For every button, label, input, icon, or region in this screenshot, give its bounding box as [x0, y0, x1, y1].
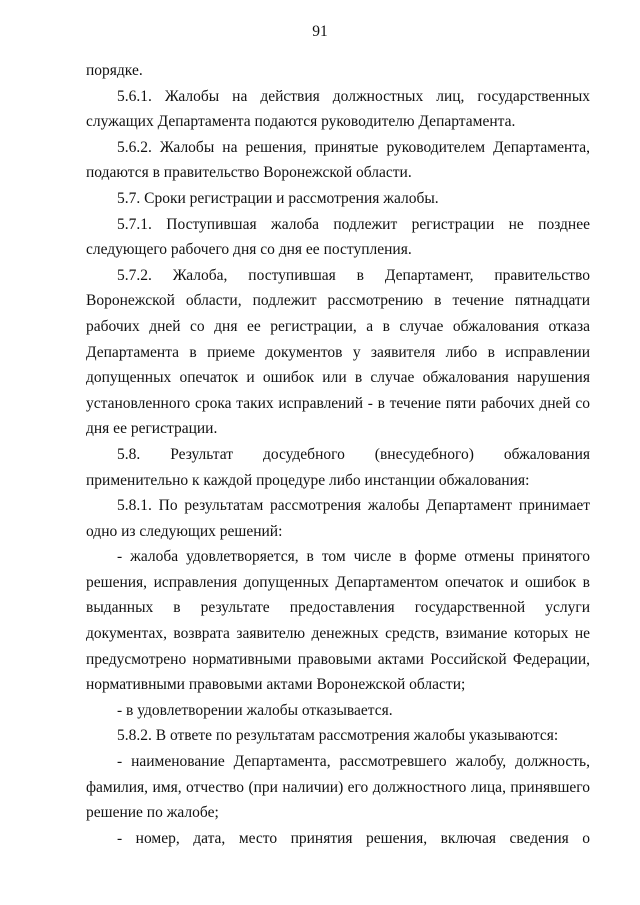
- paragraph: - жалоба удовлетворяется, в том числе в форме отмены принятого решения, исправления допущенных Департаментом опечаток и ошибок в выданных в результате предоставления государственной услуги документах, возврата заявителю денежных средств, взимание которых не предусмотрено нормативными правовыми актами Российской Федерации, нормативными правовыми актами Воронежской области;: [86, 548, 590, 694]
- document-body: [86, 58, 590, 851]
- paragraph: 5.8.1. По результатам рассмотрения жалобы Департамент принимает одно из следующих решений:: [86, 497, 590, 540]
- paragraph: 5.7. Сроки регистрации и рассмотрения жалобы.: [117, 189, 439, 207]
- paragraph: 5.7.1. Поступившая жалоба подлежит регистрации не позднее следующего рабочего дня со дня ее поступления.: [86, 215, 590, 259]
- paragraph: порядке.: [86, 62, 143, 79]
- paragraph: 5.8. Результат досудебного (внесудебного) обжалования применительно к каждой процедуре либо инстанции обжалования:: [86, 445, 590, 489]
- paragraph: 5.8.2. В ответе по результатам рассмотрения жалобы указываются:: [117, 727, 559, 745]
- paragraph: 5.6.2. Жалобы на решения, принятые руководителем Департамента, подаются в правительство Воронежской области.: [86, 138, 590, 182]
- paragraph: - наименование Департамента, рассмотревшего жалобу, должность, фамилия, имя, отчество (при наличии) его должностного лица, принявшего решение по жалобе;: [86, 753, 590, 822]
- paragraph: 5.6.1. Жалобы на действия должностных лиц, государственных служащих Департамента подаются руководителю Департамента.: [86, 87, 590, 131]
- page-number: 91: [312, 23, 328, 40]
- paragraph: - в удовлетворении жалобы отказывается.: [117, 701, 393, 719]
- paragraph: - номер, дата, место принятия решения, включая сведения о: [117, 829, 590, 847]
- paragraph: 5.7.2. Жалоба, поступившая в Департамент, правительство Воронежской области, подлежит рассмотрению в течение пятнадцати рабочих дней со дня ее регистрации, а в случае обжалования отказа Департамента в приеме документов у заявителя либо в исправлении допущенных опечаток и ошибок или в случае обжалования нарушения установленного срока таких исправлений - в течение пяти рабочих дней со дня ее регистрации.: [86, 266, 590, 438]
